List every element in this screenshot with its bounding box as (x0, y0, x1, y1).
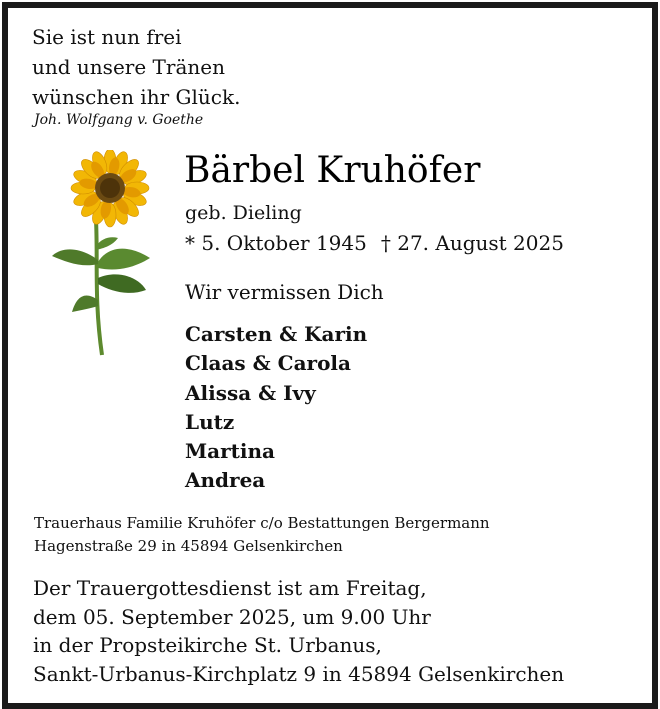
mourner-name: Alissa & Ivy (185, 380, 316, 405)
birth-date: * 5. Oktober 1945 (185, 231, 367, 255)
life-dates (185, 231, 564, 255)
address-line: Hagenstraße 29 in 45894 Gelsenkirchen (34, 537, 343, 555)
mourner-name: Carsten & Karin (185, 322, 368, 346)
mourner-name: Martina (185, 439, 275, 464)
mourner-name: Lutz (185, 409, 235, 434)
obituary-frame (2, 2, 658, 709)
maiden-name: geb. Dieling (185, 202, 302, 224)
service-line: Der Trauergottesdienst ist am Freitag, (33, 576, 427, 600)
mourner-name: Andrea (185, 468, 266, 493)
funeral-service-info (33, 574, 564, 688)
poem (32, 22, 240, 112)
poem-line: und unsere Tränen (32, 55, 225, 79)
service-line: in der Propsteikirche St. Urbanus, (33, 633, 382, 657)
mourner-name: Claas & Carola (185, 351, 351, 376)
sunflower-icon (38, 150, 158, 360)
mourner-list (185, 320, 367, 496)
mourning-house-address (34, 512, 490, 558)
deceased-name: Bärbel Kruhöfer (184, 150, 481, 191)
poem-line: Sie ist nun frei (32, 25, 182, 49)
service-line: dem 05. September 2025, um 9.00 Uhr (33, 604, 431, 629)
service-line: Sankt-Urbanus-Kirchplatz 9 in 45894 Gelsenkirchen (33, 661, 565, 686)
poem-line: wünschen ihr Glück. (32, 85, 241, 109)
address-line: Trauerhaus Familie Kruhöfer c/o Bestattungen Bergermann (34, 514, 490, 532)
poem-author: Joh. Wolfgang v. Goethe (34, 112, 204, 128)
death-date: † 27. August 2025 (380, 231, 564, 255)
farewell-message: Wir vermissen Dich (185, 280, 384, 304)
